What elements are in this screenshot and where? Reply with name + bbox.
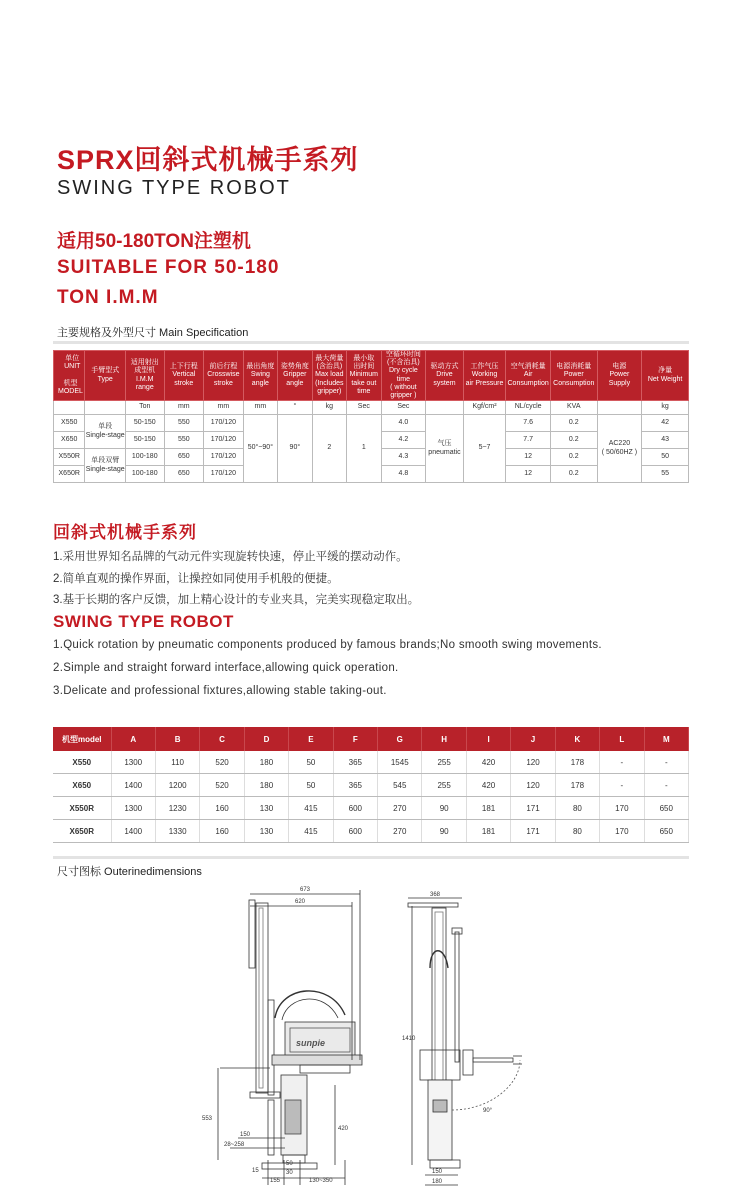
spec-label: 主要规格及外型尺寸 Main Specification	[57, 327, 249, 339]
supply-cell: AC220 ( 50/60HZ )	[597, 415, 642, 483]
dim-cell: 420	[466, 774, 510, 797]
power-cell: 0.2	[550, 415, 597, 432]
swing-cell: 50°~90°	[243, 415, 277, 483]
feature-cn-2: 2.简单直观的操作界面，让操控如同使用手机般的便捷。	[53, 573, 339, 585]
dim-15: 15	[252, 1168, 259, 1174]
dim-cell: 415	[289, 820, 333, 843]
dim-cell: 171	[511, 797, 555, 820]
dim-cell: 365	[333, 774, 377, 797]
dim-cell: 270	[378, 797, 422, 820]
pressure-cell: 5~7	[463, 415, 506, 483]
unit-cell: KVA	[550, 401, 597, 415]
dim-cell: 255	[422, 774, 466, 797]
side-gripper-arm	[473, 1058, 513, 1062]
dim-180: 180	[432, 1179, 443, 1185]
unit-cell: kg	[642, 401, 689, 415]
title-cn: SPRX回斜式机械手系列	[57, 145, 359, 175]
dim-cell: 120	[511, 774, 555, 797]
dim-cell: -	[600, 774, 644, 797]
dim-header-cell: E	[289, 727, 333, 751]
vertical-cell: 650	[164, 449, 204, 466]
spec-header-cell: 上下行程 Vertical stroke	[164, 351, 204, 401]
dim-cell: -	[644, 751, 688, 774]
unit-cell: mm	[204, 401, 244, 415]
dim-cell: 420	[466, 751, 510, 774]
type-cell: 单段 Single-stage	[85, 415, 126, 449]
dim-cell: 178	[555, 774, 599, 797]
spec-header-cell: 最小取 出时间 Minimum take out time	[347, 351, 381, 401]
spec-header-cell: 工作气压 Working air Pressure	[463, 351, 506, 401]
dim-368: 368	[430, 892, 441, 898]
drawing-label: 尺寸图标 Outerinedimensions	[57, 866, 202, 878]
dim-cell: 120	[511, 751, 555, 774]
type-cell: 单段双臂 Single-stage	[85, 449, 126, 483]
air-cell: 7.7	[506, 432, 551, 449]
dim-cell: 181	[466, 797, 510, 820]
dim-28-258: 28~258	[224, 1142, 245, 1148]
dim-553: 553	[202, 1116, 213, 1122]
dry-cycle-cell: 4.0	[381, 415, 426, 432]
model-label: 机型 MODEL	[58, 379, 83, 395]
power-cell: 0.2	[550, 449, 597, 466]
dim-cell: -	[600, 751, 644, 774]
spec-header-cell: 适用射出 成型机 I.M.M range	[126, 351, 165, 401]
gripper-cell: 90°	[278, 415, 312, 483]
vertical-cell: 650	[164, 466, 204, 483]
dim-cell: 50	[289, 751, 333, 774]
dim-cell: 1400	[111, 774, 155, 797]
unit-cell: mm	[243, 401, 277, 415]
dim-cell: 1330	[155, 820, 199, 843]
crosswise-cell: 170/120	[204, 449, 244, 466]
dim-header-cell: C	[200, 727, 244, 751]
dim-cell: 170	[600, 820, 644, 843]
dim-header-cell: J	[511, 727, 555, 751]
side-cable-loop	[430, 951, 448, 968]
dim-30: 30	[286, 1170, 293, 1176]
spec-header-cell: 电源 Power Supply	[597, 351, 642, 401]
spec-header-cell: 手臂型式 Type	[85, 351, 126, 401]
dim-cell: 1200	[155, 774, 199, 797]
suitable-cn: 适用50-180TON注塑机	[57, 231, 251, 252]
dim-cell: 650	[644, 820, 688, 843]
dim-cell: 90	[422, 797, 466, 820]
weight-cell: 43	[642, 432, 689, 449]
dim-cell: 1400	[111, 820, 155, 843]
imm-cell: 100-180	[126, 449, 165, 466]
dry-cycle-cell: 4.2	[381, 432, 426, 449]
crosswise-cell: 170/120	[204, 466, 244, 483]
spec-header-cell: 最大荷量 (含治具) Max load (Includes gripper)	[312, 351, 346, 401]
dim-model-cell: X550R	[53, 797, 111, 820]
drive-cell: 气压 pneumatic	[426, 415, 464, 483]
power-cell: 0.2	[550, 432, 597, 449]
dim-cell: 80	[555, 820, 599, 843]
dim-420: 420	[338, 1126, 349, 1132]
dim-model-cell: X550	[53, 751, 111, 774]
dim-cell: 180	[244, 774, 288, 797]
imm-cell: 50-150	[126, 432, 165, 449]
dim-header-cell: M	[644, 727, 688, 751]
spec-header-cell: 电源消耗量 Power Consumption	[550, 351, 597, 401]
dim-header-cell: G	[378, 727, 422, 751]
model-cell: X550R	[54, 449, 85, 466]
dim-1410: 1410	[402, 1036, 416, 1042]
dim-cell: -	[644, 774, 688, 797]
spec-header-cell: 最出角度 Swing angle	[243, 351, 277, 401]
dim-90deg: 90°	[483, 1108, 493, 1114]
dim-cell: 170	[600, 797, 644, 820]
vertical-cell: 550	[164, 415, 204, 432]
spec-header-cell: 空气消耗量 Air Consumption	[506, 351, 551, 401]
dim-cell: 1545	[378, 751, 422, 774]
dim-header-cell: K	[555, 727, 599, 751]
unit-cell: Sec	[381, 401, 426, 415]
imm-cell: 100-180	[126, 466, 165, 483]
feature-cn-1: 1.采用世界知名品牌的气动元件实现旋转快速，停止平缓的摆动动作。	[53, 551, 408, 563]
crosswise-cell: 170/120	[204, 432, 244, 449]
model-cell: X650R	[54, 466, 85, 483]
dim-model-cell: X650R	[53, 820, 111, 843]
dim-cell: 90	[422, 820, 466, 843]
dim-cell: 650	[644, 797, 688, 820]
spec-header-cell: 前后行程 Crosswise stroke	[204, 351, 244, 401]
spec-header-cell: 空循环时间 (不含治具) Dry cycle time ( without gripper )	[381, 351, 426, 401]
dim-header-cell: F	[333, 727, 377, 751]
feature-en-3: 3.Delicate and professional fixtures,allowing stable taking-out.	[53, 685, 387, 697]
dim-cell: 545	[378, 774, 422, 797]
unit-cell: NL/cycle	[506, 401, 551, 415]
dim-130-350: 130~350	[309, 1178, 333, 1184]
dim-header-cell: L	[600, 727, 644, 751]
swing-arc	[452, 1060, 520, 1110]
crosswise-cell: 170/120	[204, 415, 244, 432]
dim-header-cell: A	[111, 727, 155, 751]
dim-cell: 50	[289, 774, 333, 797]
air-cell: 12	[506, 449, 551, 466]
dim-cell: 600	[333, 820, 377, 843]
spec-header-cell: 驱动方式 Drive system	[426, 351, 464, 401]
dim-header-cell: 机型model	[53, 727, 111, 751]
weight-cell: 50	[642, 449, 689, 466]
features-title-cn: 回斜式机械手系列	[53, 523, 197, 542]
dim-cell: 178	[555, 751, 599, 774]
dim-cell: 255	[422, 751, 466, 774]
dim-header-cell: D	[244, 727, 288, 751]
front-mount-bracket	[249, 900, 255, 968]
air-cell: 12	[506, 466, 551, 483]
feature-en-2: 2.Simple and straight forward interface,allowing quick operation.	[53, 662, 399, 674]
dim-cell: 160	[200, 797, 244, 820]
dim-cell: 180	[244, 751, 288, 774]
feature-cn-3: 3.基于长期的客户反馈，加上精心设计的专业夹具，完美实现稳定取出。	[53, 594, 420, 606]
brand-logo: sunpie	[296, 1038, 326, 1048]
dim-cell: 80	[555, 797, 599, 820]
unit-cell: kg	[312, 401, 346, 415]
title-en: SWING TYPE ROBOT	[57, 177, 291, 199]
feature-en-1: 1.Quick rotation by pneumatic components produced by famous brands;No smooth swing movements.	[53, 639, 602, 651]
dim-673: 673	[300, 887, 311, 893]
unit-label: 单位 UNIT	[64, 355, 81, 371]
suitable-en-line2: TON I.M.M	[57, 287, 159, 308]
max-load-cell: 2	[312, 415, 346, 483]
dim-header-cell: H	[422, 727, 466, 751]
cable-arc	[275, 991, 345, 1018]
spec-header-cell: 净量 Net Weight	[642, 351, 689, 401]
dim-620: 620	[295, 899, 306, 905]
dry-cycle-cell: 4.3	[381, 449, 426, 466]
side-top-beam	[408, 903, 458, 907]
dim-cell: 415	[289, 797, 333, 820]
weight-cell: 42	[642, 415, 689, 432]
dim-cell: 365	[333, 751, 377, 774]
min-take-cell: 1	[347, 415, 381, 483]
unit-cell: Ton	[126, 401, 165, 415]
dim-cell: 110	[155, 751, 199, 774]
dim-50: 50	[286, 1161, 293, 1167]
side-vertical-column	[432, 908, 446, 1108]
dim-cell: 1300	[111, 797, 155, 820]
dim-cell: 520	[200, 751, 244, 774]
dim-cell: 181	[466, 820, 510, 843]
dim-155: 155	[270, 1178, 281, 1184]
dim-header-cell: I	[466, 727, 510, 751]
model-cell: X650	[54, 432, 85, 449]
suitable-en-line1: SUITABLE FOR 50-180	[57, 257, 280, 278]
dim-cell: 270	[378, 820, 422, 843]
features-title-en: SWING TYPE ROBOT	[53, 612, 234, 631]
dim-cell: 130	[244, 820, 288, 843]
dim-cell: 1300	[111, 751, 155, 774]
dry-cycle-cell: 4.8	[381, 466, 426, 483]
dim-150: 150	[240, 1132, 251, 1138]
dim-cell: 160	[200, 820, 244, 843]
dim-header-cell: B	[155, 727, 199, 751]
front-vertical-column	[256, 903, 268, 1093]
unit-cell: mm	[164, 401, 204, 415]
unit-cell: Kgf/cm²	[463, 401, 506, 415]
dim-cell: 520	[200, 774, 244, 797]
air-cell: 7.6	[506, 415, 551, 432]
unit-cell: °	[278, 401, 312, 415]
dim-cell: 171	[511, 820, 555, 843]
imm-cell: 50-150	[126, 415, 165, 432]
dim-model-cell: X650	[53, 774, 111, 797]
weight-cell: 55	[642, 466, 689, 483]
dim-cell: 1230	[155, 797, 199, 820]
dim-cell: 130	[244, 797, 288, 820]
model-cell: X550	[54, 415, 85, 432]
unit-cell: Sec	[347, 401, 381, 415]
dim-150-side: 150	[432, 1169, 443, 1175]
spec-header-cell: 姿势角度 Gripper angle	[278, 351, 312, 401]
vertical-cell: 550	[164, 432, 204, 449]
dim-cell: 600	[333, 797, 377, 820]
power-cell: 0.2	[550, 466, 597, 483]
